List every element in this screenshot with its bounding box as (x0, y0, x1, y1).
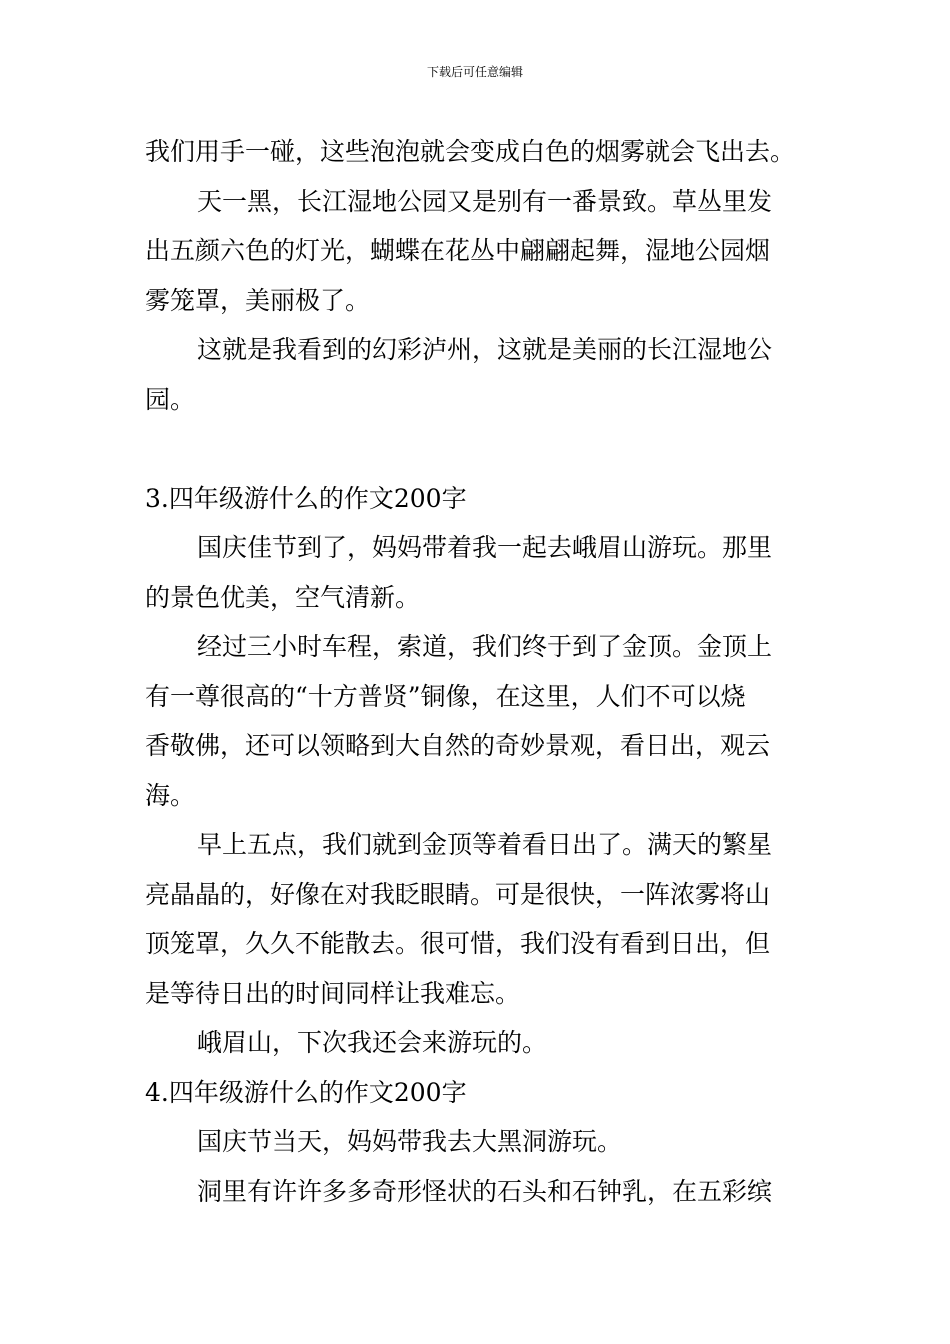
section-heading: 4.四年级游什么的作文200字 (145, 1077, 467, 1107)
paragraph-line: 国庆节当天，妈妈带我去大黑洞游玩。 (197, 1127, 623, 1156)
blank-line (145, 424, 810, 474)
paragraph-line: 经过三小时车程，索道，我们终于到了金顶。金顶上 (197, 632, 773, 661)
paragraph-line: 峨眉山，下次我还会来游玩的。 (197, 1028, 548, 1057)
page-header: 下载后可任意编辑 (426, 65, 523, 79)
paragraph-line: 园。 (145, 384, 196, 414)
paragraph-line: 顶笼罩，久久不能散去。很可惜，我们没有看到日出，但 (145, 929, 771, 958)
paragraph-line: 天一黑，长江湿地公园又是别有一番景致。草丛里发 (197, 186, 773, 216)
document-body (145, 127, 810, 1216)
paragraph-line: 有一尊很高的“十方普贤”铜像，在这里，人们不可以烧 (145, 681, 746, 711)
paragraph-line: 洞里有许许多多奇形怪状的石头和石钟乳，在五彩缤 (197, 1176, 773, 1206)
paragraph-line: 是等待日出的时间同样让我难忘。 (145, 978, 521, 1008)
paragraph-line: 这就是我看到的幻彩泸州，这就是美丽的长江湿地公 (197, 335, 773, 364)
paragraph-line: 早上五点，我们就到金顶等着看日出了。满天的繁星 (197, 830, 773, 859)
paragraph-line: 海。 (145, 780, 196, 810)
paragraph-line: 出五颜六色的灯光，蝴蝶在花丛中翩翩起舞，湿地公园烟 (145, 236, 771, 265)
paragraph-line: 国庆佳节到了，妈妈带着我一起去峨眉山游玩。那里 (197, 533, 773, 562)
paragraph-line: 香敬佛，还可以领略到大自然的奇妙景观，看日出，观云 (145, 731, 771, 760)
paragraph-line: 亮晶晶的，好像在对我眨眼睛。可是很快，一阵浓雾将山 (145, 879, 771, 909)
section-heading: 3.四年级游什么的作文200字 (145, 483, 467, 513)
paragraph-line: 我们用手一碰，这些泡泡就会变成白色的烟雾就会飞出去。 (145, 137, 796, 166)
paragraph-line: 的景色优美，空气清新。 (145, 582, 421, 612)
paragraph-line: 雾笼罩，美丽极了。 (145, 285, 371, 315)
